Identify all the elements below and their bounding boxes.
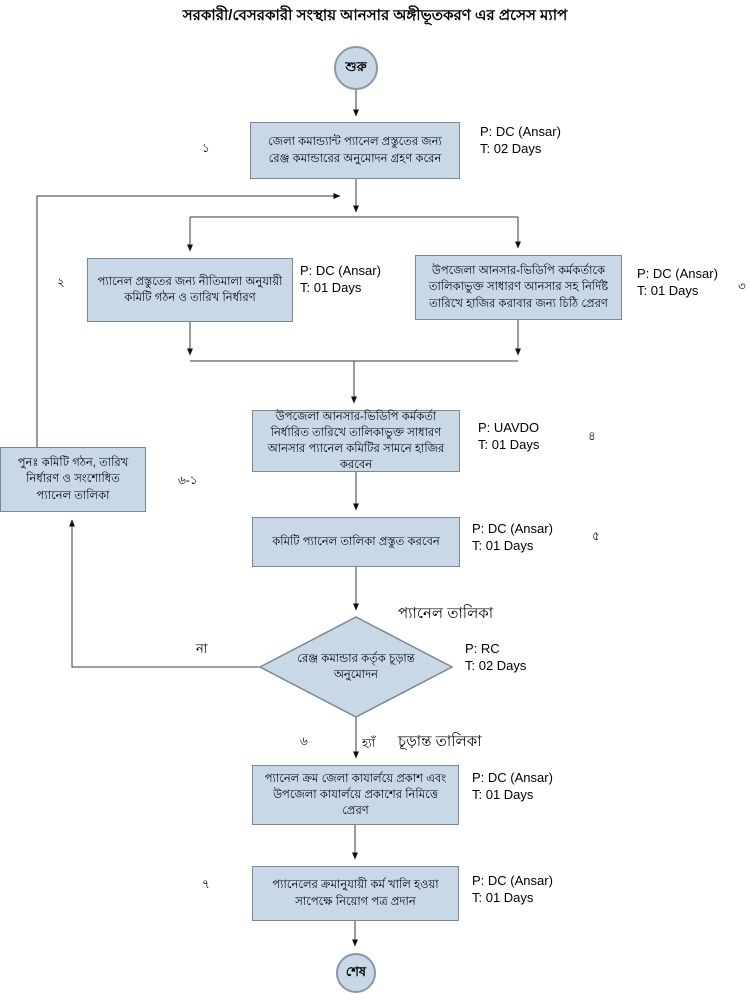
step-number-4: ৪ [588,429,596,443]
start-terminator: শুরু [334,46,378,90]
annotation-box5-p: P: DC (Ansar) [472,521,553,536]
annotation-box1-t: T: 02 Days [480,140,542,156]
process-box-7: প্যানেলের ক্রমানুযায়ী কর্ম খালি হওয়া সাপেক্ষে নিয়োগ পত্র প্রদান [252,866,459,921]
process-box-1: জেলা কমান্ড্যান্ট প্যানেল প্রস্তুতের জন্য রেঞ্জ কমান্ডারের অনুমোদন গ্রহণ করেন [250,122,460,179]
step-number-7: ৭ [202,877,210,891]
annotation-box3-t: T: 01 Days [637,282,699,298]
end-terminator: শেষ [336,953,376,993]
annotation-decision [465,641,526,675]
annotation-box7-t: T: 01 Days [472,889,534,905]
annotation-box5-t: T: 01 Days [472,537,534,553]
annotation-box4-t: T: 01 Days [478,436,540,452]
process-box-rework: পুনঃ কমিটি গঠন, তারিখ নির্ধারণ ও সংশোধিত প্যানেল তালিকা [0,447,146,512]
annotation-decision-p: P: RC [465,641,500,656]
panel-list-label: প্যানেল তালিকা [398,605,494,622]
annotation-box2 [300,263,381,297]
decision-node: রেঞ্জ কমান্ডার কর্তৃক চূড়ান্ত অনুমোদন [297,652,415,681]
process-box-3: উপজেলা আনসার-ভিডিপি কর্মকর্তাকে তালিকাভুক্ত সাধারণ আনসার সহ নির্দিষ্ট তারিখে হাজির করাবার জন্য চিঠি প্রেরণ [415,255,622,320]
annotation-box3 [637,266,718,300]
annotation-box4 [478,420,539,454]
flowchart-title: সরকারী/বেসরকারী সংস্থায় আনসার অঙ্গীভূতকরণ এর প্রসেস ম্যাপ [182,7,568,24]
annotation-box6-t: T: 01 Days [472,786,534,802]
final-list-label: চূড়ান্ত তালিকা [398,733,482,750]
process-box-6: প্যানেল ক্রম জেলা কাযার্লয়ে প্রকাশ এবং উপজেলা কাযার্লয়ে প্রকাশের নিমিত্তে প্রেরণ [252,765,459,825]
no-label: না [196,641,208,656]
step-number-5: ৫ [592,529,600,543]
annotation-box2-t: T: 01 Days [300,279,362,295]
step-number-1: ১ [202,141,210,155]
annotation-box5 [472,521,553,555]
process-box-5: কমিটি প্যানেল তালিকা প্রস্তুত করবেন [252,517,460,567]
process-box-2: প্যানেল প্রস্তুতের জন্য নীতিমালা অনুযায়ী কমিটি গঠন ও তারিখ নির্ধারণ [87,258,293,322]
annotation-decision-t: T: 02 Days [465,657,527,673]
annotation-box7 [472,873,553,907]
step-number-3: ৩ [738,279,746,293]
step-number-6-1: ৬-১ [178,473,198,487]
connector-decision-no-to-rework [72,520,262,667]
annotation-box6 [472,770,553,804]
annotation-box2-p: P: DC (Ansar) [300,263,381,278]
step-number-2: ২ [57,275,65,289]
step-number-6: ৬ [300,734,308,748]
process-box-4: উপজেলা আনসার-ভিডিপি কর্মকর্তা নির্ধারিত তারিখে তালিকাভুক্ত সাধারণ আনসার প্যানেল কমিটির সামনে হাজির করবেন [252,410,460,472]
annotation-box1 [480,124,561,158]
annotation-box4-p: P: UAVDO [478,420,540,435]
annotation-box6-p: P: DC (Ansar) [472,770,553,785]
annotation-box3-p: P: DC (Ansar) [637,266,718,281]
yes-label: হ্যাঁ [362,736,376,750]
annotation-box7-p: P: DC (Ansar) [472,873,553,888]
annotation-box1-p: P: DC (Ansar) [480,124,561,139]
